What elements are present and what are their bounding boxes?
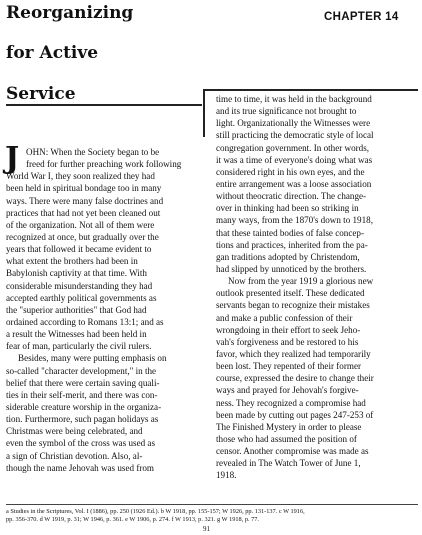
text-line: Besides, many were putting emphasis on <box>18 353 167 364</box>
text-line: outlook presented itself. These dedicated <box>216 288 365 299</box>
text-line: servants began to recognize their mistakes <box>216 300 370 311</box>
text-line: light. Organizationally the Witnesses were <box>216 118 371 129</box>
text-line: had slipped by unnoticed by the brothers. <box>216 263 367 274</box>
text-line: recognized at once, but gradually over the <box>6 231 159 242</box>
text-line: those who had assumed the position of <box>216 433 357 444</box>
text-line: ways and prayed for Jehovah's forgive- <box>216 385 359 396</box>
text-line: that these tainted bodies of false concep- <box>216 227 364 238</box>
text-line: OHN: When the Society began to be <box>26 147 160 157</box>
text-line: practices that had not yet been cleaned out <box>6 207 161 218</box>
text-line: The Finished Mystery in order to please <box>216 421 362 432</box>
text-line: a sign of Christian devotion. Also, al- <box>6 450 143 461</box>
text-line: Babylonish captivity at that time. With <box>6 268 147 279</box>
page-number: 91 <box>203 525 210 533</box>
text-line: Christmas were being celebrated, and <box>6 426 143 437</box>
text-line: and make a public confession of their <box>216 312 353 323</box>
text-line: ness. They recognized a compromise had <box>216 397 366 408</box>
text-line: tion. Furthermore, such pagan holidays as <box>6 414 159 425</box>
footnotes <box>6 508 418 524</box>
text-line: time to time, it was held in the background <box>216 94 372 104</box>
text-line: Now from the year 1919 a glorious new <box>228 276 374 287</box>
text-line: the "superior authorities" that God had <box>6 304 147 315</box>
text-line: belief that there were certain saving quali- <box>6 377 160 388</box>
text-line: congregation government. In other words, <box>216 142 370 153</box>
text-line: course, expressed the desire to change their <box>216 373 374 384</box>
footnote-line: a Studies in the Scriptures, Vol. I (1886), pp. 250 (1926 Ed.). b W 1918, pp. 155-157; W 1926, pp. 131-137. c W 1916, <box>6 508 305 515</box>
text-line: World War I, they soon realized they had <box>6 171 155 182</box>
text-line: censor. Another compromise was made as <box>216 446 369 457</box>
text-line: without theocratic direction. The change- <box>216 191 367 202</box>
text-line: ways. There were many false doctrines and <box>6 195 164 206</box>
text-line: accepted earthly political governments as <box>6 292 157 303</box>
text-line: what extent the brothers had been in <box>6 256 138 267</box>
text-line: vah's forgiveness and be restored to his <box>216 336 359 347</box>
footnote-line: pp. 356-370. d W 1919, p. 31; W 1946, p. 361. e W 1906, p. 274. f W 1913, p. 321. g W 1918, p. 77. <box>6 516 259 523</box>
footnote-rule <box>6 504 418 505</box>
chapter-label: CHAPTER 14 <box>324 11 399 23</box>
text-line: and its true significance not brought to <box>216 106 357 117</box>
text-line: over in thinking had been so striking in <box>216 203 359 214</box>
right-column <box>216 93 419 482</box>
text-line: though the name Jehovah was used from <box>6 462 154 473</box>
text-line: many ways, from the 1870's down to 1918, <box>216 215 373 226</box>
text-line: ties in their self-merit, and there was con- <box>6 389 158 400</box>
text-line: of the organization. Not all of them were <box>6 219 155 230</box>
left-column <box>5 141 205 474</box>
text-line: 1918. <box>216 470 237 481</box>
text-line: freed for further preaching work following <box>26 159 182 170</box>
text-line: years that followed it became evident to <box>6 244 152 255</box>
text-line: been made by cutting out pages 247-253 of <box>216 409 374 420</box>
text-line: gan traditions adopted by Christendom, <box>216 251 360 262</box>
text-line: it was a time of everyone's doing what was <box>216 154 373 165</box>
text-line: revealed in The Watch Tower of June 1, <box>216 458 361 469</box>
chapter-title-line-3: Service <box>6 84 76 104</box>
text-line: considerable misunderstanding they had <box>6 280 153 291</box>
text-line: ordained according to Romans 13:1; and as <box>6 316 164 327</box>
text-line: fear of man, particularly the civil rulers. <box>6 341 152 352</box>
chapter-title-line-2: for Active <box>6 43 99 63</box>
text-line: siderable creature worship in the organiza- <box>6 401 162 412</box>
right-column-top-rule <box>203 89 418 91</box>
column-separator-rule <box>203 89 205 137</box>
text-line: favor, which they realized had temporarily <box>216 348 371 359</box>
text-line: so-called "character development," in the <box>6 365 157 376</box>
text-line: still practicing the democratic style of local <box>216 130 374 141</box>
text-line: been held in spiritual bondage too in many <box>6 183 162 194</box>
text-line: wrongdoing in their effort to seek Jeho- <box>216 324 361 335</box>
text-line: tions and practices, inherited from the pa- <box>216 239 368 250</box>
text-line: a result the Witnesses had been held in <box>6 329 147 340</box>
text-line: entire arrangement was a loose association <box>216 178 372 189</box>
drop-cap: J <box>5 141 20 176</box>
chapter-title-line-1: Reorganizing <box>6 3 134 23</box>
text-line: been lost. They repented of their former <box>216 361 362 372</box>
text-line: even the symbol of the cross was used as <box>6 438 156 449</box>
title-rule <box>6 104 202 106</box>
text-line: considered right in his own eyes, and the <box>216 166 365 177</box>
